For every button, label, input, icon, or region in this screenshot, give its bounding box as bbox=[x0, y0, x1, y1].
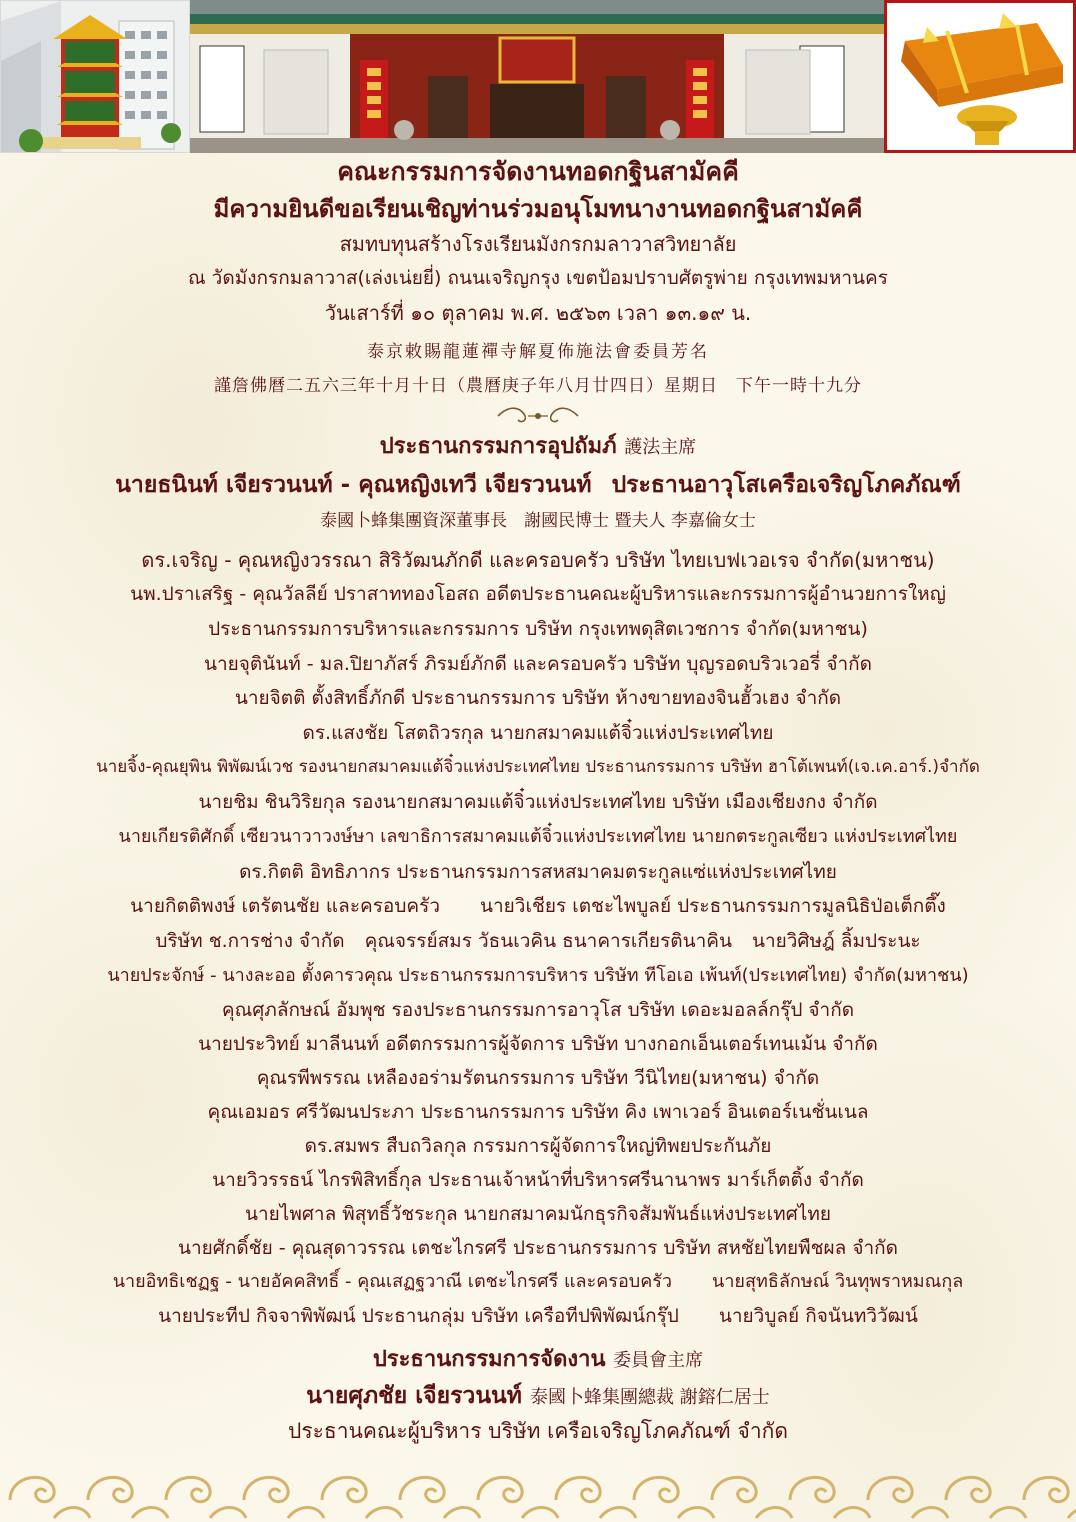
cloud-swirl bbox=[166, 1477, 210, 1501]
cloud-arc bbox=[990, 1508, 1026, 1519]
pair2-2a: นายประทีป กิจจาพิพัฒน์ ประธานกลุ่ม บริษัท เครือทีปพิพัฒน์กรุ๊ป bbox=[158, 1305, 679, 1327]
cloud-swirl bbox=[478, 1477, 522, 1501]
temple-building-image bbox=[0, 0, 190, 153]
chair-role-cn: 委員會主席 bbox=[613, 1350, 704, 1371]
pair-1a: นายกิตติพงษ์ เตรัตนชัย และครอบครัว bbox=[130, 895, 440, 917]
patron-names: นายธนินท์ เจียรวนนท์ - คุณหญิงเทวี เจียรวนนท์ bbox=[115, 472, 592, 498]
chinese-title: 泰京敕賜龍蓮禪寺解夏佈施法會委員芳名 bbox=[367, 342, 709, 362]
cloud-swirl bbox=[634, 1477, 678, 1501]
ornament-divider bbox=[0, 404, 1076, 428]
cloud-swirl bbox=[790, 1477, 834, 1501]
scroll-ornament-icon bbox=[488, 404, 588, 428]
member2-line-2: คุณศุภลักษณ์ อัมพุช รองประธานกรรมการอาวุโส บริษัท เดอะมอลล์กรุ๊ป จำกัด bbox=[221, 999, 855, 1021]
committee-title: คณะกรรมการจัดงานทอดกฐินสามัคคี bbox=[337, 157, 739, 186]
cloud-arc bbox=[912, 1508, 948, 1519]
member2-line-9: นายศักดิ์ชัย - คุณสุดาวรรณ เตชะไกรศรี ประธานกรรมการ บริษัท สหชัยไทยพืชผล จำกัด bbox=[177, 1237, 899, 1259]
invitation-heading: มีความยินดีขอเรียนเชิญท่านร่วมอนุโมทนางานทอดกฐินสามัคคี bbox=[213, 195, 863, 223]
pair2-line-1 bbox=[0, 1273, 1076, 1291]
member2-line-4: คุณรพีพรรณ เหลืองอร่ามรัตนกรรมการ บริษัท วีนิไทย(มหาชน) จำกัด bbox=[256, 1067, 820, 1089]
cloud-arc bbox=[522, 1508, 558, 1519]
cloud-swirl bbox=[244, 1477, 288, 1501]
cloud-swirl bbox=[556, 1477, 600, 1501]
monk-robes-illustration bbox=[887, 3, 1073, 150]
cloud-arc bbox=[288, 1508, 324, 1519]
temple-gate-illustration bbox=[190, 0, 884, 153]
member2-line-7: นายวิวรรธน์ ไกรพิสิทธิ์กุล ประธานเจ้าหน้าที่บริหารศรีนานาพร มาร์เก็ตติ้ง จำกัด bbox=[212, 1169, 864, 1191]
cloud-swirl bbox=[868, 1477, 912, 1501]
member-line-4: นายจุตินันท์ - มล.ปิยาภัสร์ ภิรมย์ภักดี และครอบครัว บริษัท บุญรอดบริวเวอรี่ จำกัด bbox=[204, 653, 872, 675]
member-line-1: ดร.เจริญ - คุณหญิงวรรณา สิริวัฒนภักดี และครอบครัว บริษัท ไทยเบฟเวอเรจ จำกัด(มหาชน) bbox=[141, 548, 935, 572]
pair2-1b: นายสุทธิลักษณ์ วินทุพราหมณกุล bbox=[712, 1271, 964, 1292]
chair-role-th: ประธานกรรมการจัดงาน bbox=[372, 1347, 606, 1372]
member-line-5: นายจิตติ ตั้งสิทธิ์ภักดี ประธานกรรมการ บริษัท ห้างขายทองจินฮั้วเฮง จำกัด bbox=[234, 687, 842, 709]
cloud-swirl bbox=[946, 1477, 990, 1501]
member-line-10: ดร.กิตติ อิทธิภากร ประธานกรรมการสหสมาคมตระกูลแซ่แห่งประเทศไทย bbox=[239, 861, 837, 883]
patron-position: ประธานอาวุโสเครือเจริญโภคภัณฑ์ bbox=[611, 472, 961, 498]
cloud-arc bbox=[132, 1508, 168, 1519]
member2-line-5: คุณเอมอร ศรีวัฒนประภา ประธานกรรมการ บริษัท คิง เพาเวอร์ อินเตอร์เนชั่นเนล bbox=[207, 1101, 869, 1123]
cloud-pattern-border bbox=[0, 1460, 1076, 1522]
event-date: วันเสาร์ที่ ๑๐ ตุลาคม พ.ศ. ๒๕๖๓ เวลา ๑๓.๑๙ น. bbox=[324, 301, 752, 325]
chair-chinese: 泰國卜蜂集團總裁 謝鎔仁居士 bbox=[529, 1387, 770, 1408]
cloud-arc bbox=[54, 1508, 90, 1519]
cloud-arc bbox=[600, 1508, 636, 1519]
cloud-arc bbox=[834, 1508, 870, 1519]
chair-role bbox=[0, 1349, 1076, 1371]
cloud-swirl bbox=[712, 1477, 756, 1501]
cloud-swirl bbox=[1024, 1477, 1068, 1501]
patron-chinese-line: 泰國卜蜂集團資深董事長 謝國民博士 暨夫人 李嘉倫女士 bbox=[320, 511, 756, 531]
cloud-arc bbox=[210, 1508, 246, 1519]
member2-line-3: นายประวิทย์ มาลีนนท์ อดีตกรรมการผู้จัดการ บริษัท บางกอกเอ็นเตอร์เทนเม้น จำกัด bbox=[198, 1033, 878, 1055]
cloud-arc bbox=[444, 1508, 480, 1519]
member-line-6: ดร.แสงชัย โสตถิวรกุล นายกสมาคมแต้จิ๋วแห่งประเทศไทย bbox=[302, 722, 774, 744]
cloud-swirl bbox=[322, 1477, 366, 1501]
member-line-3: ประธานกรรมการบริหารและกรรมการ บริษัท กรุงเทพดุสิตเวชการ จำกัด(มหาชน) bbox=[208, 618, 868, 640]
member2-line-1: นายประจักษ์ - นางละออ ตั้งคารวคุณ ประธานกรรมการบริหาร บริษัท ทีโอเอ เพ้นท์(ประเทศไทย) จำกัด(มหาชน) bbox=[107, 965, 969, 986]
member-line-9: นายเกียรติศักดิ์ เซียวนาวาวงษ์ษา เลขาธิการสมาคมแต้จิ๋วแห่งประเทศไทย นายกตระกูลเซียว แห่งประเทศไทย bbox=[118, 826, 958, 847]
pair-1b: นายวิเชียร เตชะไพบูลย์ ประธานกรรมการมูลนิธิป่อเต็กตึ๊ง bbox=[480, 895, 946, 917]
cloud-swirl bbox=[88, 1477, 132, 1501]
monk-robes-image bbox=[884, 0, 1076, 153]
event-location: ณ วัดมังกรกมลาวาส(เล่งเน่ยยี่) ถนนเจริญกรุง เขตป้อมปราบศัตรูพ่าย กรุงเทพมหานคร bbox=[188, 267, 888, 289]
cloud-swirl bbox=[10, 1477, 54, 1501]
cloud-arc bbox=[756, 1508, 792, 1519]
cloud-arc bbox=[366, 1508, 402, 1519]
pair2-1a: นายอิทธิเชฏฐ - นายอัคคสิทธิ์ - คุณเสฏฐวาณี เตชะไกรศรี และครอบครัว bbox=[112, 1271, 673, 1292]
temple-building-illustration bbox=[1, 1, 190, 153]
member2-line-8: นายไพศาล พิสุทธิ์วัชระกุล นายกสมาคมนักธุรกิจสัมพันธ์แห่งประเทศไทย bbox=[245, 1203, 831, 1225]
cloud-arc bbox=[1068, 1508, 1076, 1519]
patron-role-th: ประธานกรรมการอุปถัมภ์ bbox=[379, 434, 617, 459]
chinese-date: 謹詹佛曆二五六三年十月十日（農曆庚子年八月廿四日）星期日 下午一時十九分 bbox=[214, 376, 862, 396]
chair-name: นายศุภชัย เจียรวนนท์ bbox=[306, 1383, 522, 1409]
patron-role bbox=[0, 436, 1076, 458]
pair2-line-2 bbox=[0, 1307, 1076, 1326]
pair-line-2 bbox=[0, 932, 1076, 951]
pair-2a: บริษัท ช.การช่าง จำกัด bbox=[155, 930, 345, 952]
temple-gate-image bbox=[190, 0, 884, 153]
pair-2b: คุณจรรย์สมร วัธนเวคิน ธนาคารเกียรตินาคิน bbox=[364, 930, 732, 952]
member2-line-6: ดร.สมพร สืบถวิลกุล กรรมการผู้จัดการใหญ่ทิพยประกันภัย bbox=[304, 1135, 772, 1157]
patron-names-line bbox=[0, 474, 1076, 497]
chair-position: ประธานคณะผู้บริหาร บริษัท เครือเจริญโภคภัณฑ์ จำกัด bbox=[288, 1419, 788, 1443]
member-line-2: นพ.ปราเสริฐ - คุณวัลลีย์ ปราสาททองโอสถ อดีตประธานคณะผู้บริหารและกรรมการผู้อำนวยการใหญ่ bbox=[130, 583, 946, 605]
pair-line-1 bbox=[0, 897, 1076, 916]
member-line-7: นายจิ้ง-คุณยุพิน พิพัฒน์เวช รองนายกสมาคมแต้จิ๋วแห่งประเทศไทย ประธานกรรมการ บริษัท ฮาโต้เพนท์(เจ.เค.อาร์.)จำกัด bbox=[96, 757, 980, 777]
patron-role-cn: 護法主席 bbox=[624, 437, 697, 458]
footer-ornament bbox=[0, 1460, 1076, 1522]
pair2-2b: นายวิบูลย์ กิจนันทวิวัฒน์ bbox=[718, 1305, 918, 1327]
pair-2c: นายวิศิษฎ์ ลิ้มประนะ bbox=[751, 930, 921, 952]
cloud-arc bbox=[678, 1508, 714, 1519]
event-purpose: สมทบทุนสร้างโรงเรียนมังกรกมลาวาสวิทยาลัย bbox=[339, 232, 737, 256]
chair-name-line bbox=[0, 1385, 1076, 1408]
cloud-swirl bbox=[400, 1477, 444, 1501]
member-line-8: นายชิม ชินวิริยกุล รองนายกสมาคมแต้จิ๋วแห่งประเทศไทย บริษัท เมืองเชียงกง จำกัด bbox=[198, 791, 878, 813]
